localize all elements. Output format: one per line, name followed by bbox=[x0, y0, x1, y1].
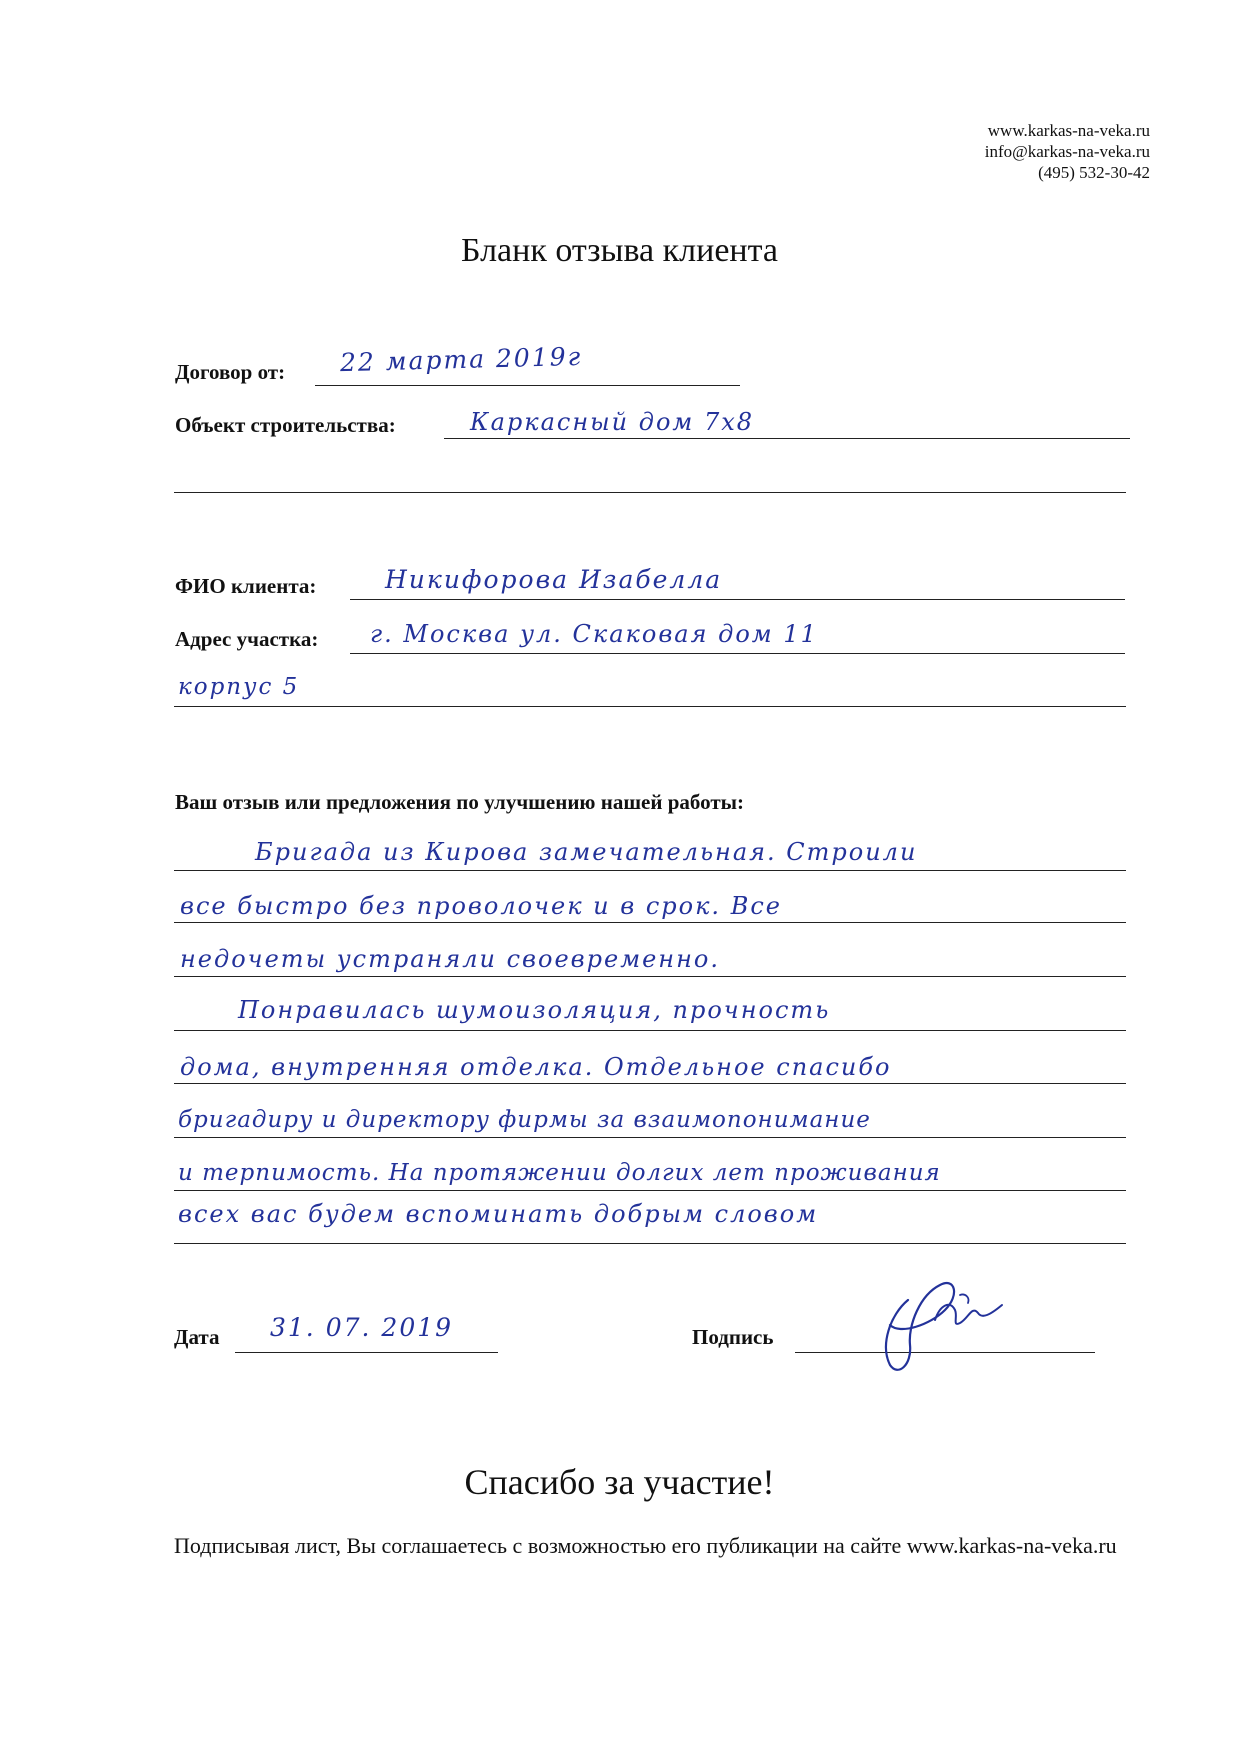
feedback-line-6 bbox=[174, 1137, 1126, 1138]
object-value: Каркасный дом 7х8 bbox=[470, 408, 755, 436]
feedback-line-3 bbox=[174, 976, 1126, 977]
email-text: info@karkas-na-veka.ru bbox=[984, 142, 1150, 161]
signature-mark bbox=[860, 1265, 1020, 1385]
feedback-line-5 bbox=[174, 1083, 1126, 1084]
date-label: Дата bbox=[174, 1325, 220, 1349]
feedback-line-1 bbox=[174, 870, 1126, 871]
address-value-2: корпус 5 bbox=[178, 674, 300, 700]
feedback-text-3: недочеты устраняли своевременно. bbox=[180, 945, 720, 973]
address-value-1: г. Москва ул. Скаковая дом 11 bbox=[370, 620, 818, 648]
feedback-text-5: дома, внутренняя отделка. Отдельное спасибо bbox=[180, 1053, 892, 1081]
feedback-text-4: Понравилась шумоизоляция, прочность bbox=[238, 996, 831, 1024]
feedback-line-4 bbox=[174, 1030, 1126, 1031]
object-line bbox=[444, 438, 1130, 439]
phone-text: (495) 532-30-42 bbox=[1038, 163, 1150, 182]
signature-label: Подпись bbox=[692, 1325, 774, 1349]
fio-value: Никифорова Изабелла bbox=[385, 565, 723, 594]
page-title: Бланк отзыва клиента bbox=[461, 232, 778, 269]
contract-value: 22 марта 2019г bbox=[339, 341, 583, 378]
website-text: www.karkas-na-veka.ru bbox=[987, 121, 1150, 140]
feedback-line-8 bbox=[174, 1243, 1126, 1244]
address-label: Адрес участка: bbox=[175, 627, 319, 651]
date-value: 31. 07. 2019 bbox=[270, 1313, 454, 1342]
feedback-label: Ваш отзыв или предложения по улучшению нашей работы: bbox=[175, 790, 745, 814]
object-extra-line bbox=[174, 492, 1126, 493]
thanks-heading: Спасибо за участие! bbox=[464, 1462, 775, 1502]
object-label: Объект строительства: bbox=[175, 413, 396, 437]
contract-line bbox=[315, 385, 740, 386]
feedback-line-7 bbox=[174, 1190, 1126, 1191]
feedback-text-7: и терпимость. На протяжении долгих лет проживания bbox=[178, 1160, 941, 1186]
contact-block bbox=[985, 120, 1150, 183]
address-line-2 bbox=[174, 706, 1126, 707]
feedback-text-8: всех вас будем вспоминать добрым словом bbox=[178, 1200, 819, 1228]
contract-label: Договор от: bbox=[175, 360, 286, 384]
feedback-line-2 bbox=[174, 922, 1126, 923]
publication-note: Подписывая лист, Вы соглашаетесь с возможностью его публикации на сайте www.karkas-na-veka.ru bbox=[174, 1533, 1117, 1558]
fio-line bbox=[350, 599, 1125, 600]
feedback-text-6: бригадиру и директору фирмы за взаимопонимание bbox=[178, 1107, 871, 1133]
fio-label: ФИО клиента: bbox=[175, 574, 317, 598]
address-line-1 bbox=[350, 653, 1125, 654]
feedback-text-1: Бригада из Кирова замечательная. Строили bbox=[255, 838, 918, 866]
feedback-text-2: все быстро без проволочек и в срок. Все bbox=[180, 892, 782, 920]
date-line bbox=[235, 1352, 498, 1353]
